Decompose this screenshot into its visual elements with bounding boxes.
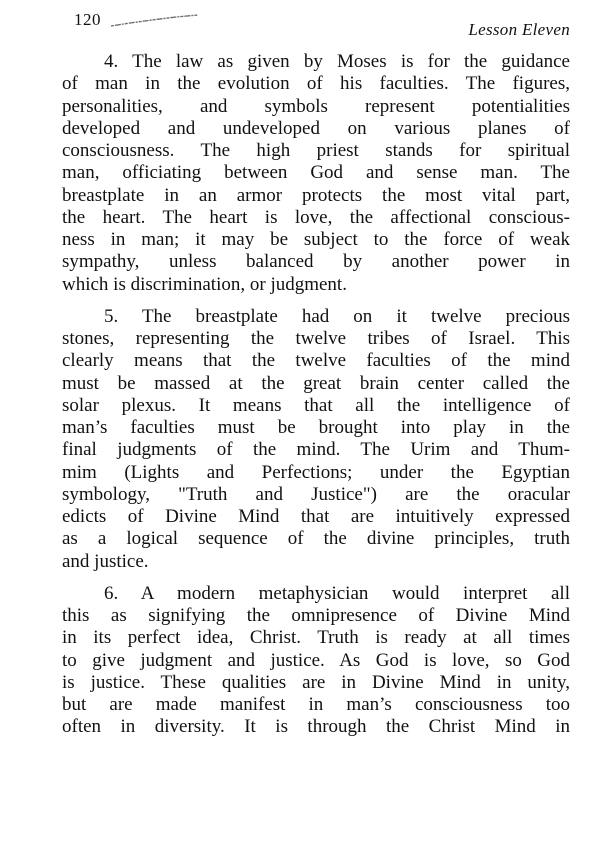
text-line: edicts of Divine Mind that are intuitively expressed (62, 506, 570, 527)
text-line: personalities, and symbols represent potentialities (62, 95, 570, 117)
text-line: is justice. These qualities are in Divine Mind in unity, (62, 671, 570, 693)
text-line: developed and undeveloped on various planes of (62, 117, 570, 139)
text-line: this as signifying the omnipresence of Divine Mind (62, 605, 570, 626)
text-line: 6. A modern metaphysician would interpret all (104, 582, 570, 604)
text-line: man, officiating between God and sense man. The (62, 162, 570, 184)
text-line: as a logical sequence of the divine principles, truth (62, 528, 570, 550)
text-line: often in diversity. It is through the Christ Mind in (62, 716, 570, 738)
text-line: must be massed at the great brain center called the (62, 372, 570, 394)
text-line: man’s faculties must be brought into play in the (62, 417, 570, 438)
text-line: mim (Lights and Perfections; under the Egyptian (62, 461, 570, 483)
text-line: final judgments of the mind. The Urim and Thum- (62, 439, 570, 461)
text-line: solar plexus. It means that all the intelligence of (62, 394, 570, 416)
text-line: to give judgment and justice. As God is love, so God (62, 649, 570, 671)
pencil-mark (110, 14, 200, 28)
text-line: 5. The breastplate had on it twelve precious (104, 305, 570, 327)
text-line: consciousness. The high priest stands for spiritual (62, 140, 570, 161)
page-number: 120 (74, 10, 101, 29)
text-line: of man in the evolution of his faculties. The figures, (62, 73, 570, 95)
text-line: and justice. (62, 550, 149, 572)
text-line: symbology, "Truth and Justice") are the oracular (62, 483, 570, 505)
text-line: which is discrimination, or judgment. (62, 273, 347, 295)
text-line: 4. The law as given by Moses is for the guidance (104, 51, 570, 72)
running-head: Lesson Eleven (468, 20, 570, 39)
text-line: breastplate in an armor protects the most vital part, (62, 184, 570, 206)
text-line: in its perfect idea, Christ. Truth is ready at all times (62, 627, 570, 649)
text-line: but are made manifest in man’s consciousness too (62, 694, 570, 715)
paragraph-4 (62, 51, 570, 296)
text-line: stones, representing the twelve tribes of Israel. This (62, 328, 570, 349)
text-line: the heart. The heart is love, the affectional conscious- (62, 206, 570, 228)
paragraph-6 (62, 583, 570, 739)
text-line: ness in man; it may be subject to the force of weak (62, 229, 570, 250)
text-line: clearly means that the twelve faculties of the mind (62, 350, 570, 372)
body-text (62, 51, 570, 739)
paragraph-5 (62, 306, 570, 573)
text-line: sympathy, unless balanced by another power in (62, 251, 570, 273)
